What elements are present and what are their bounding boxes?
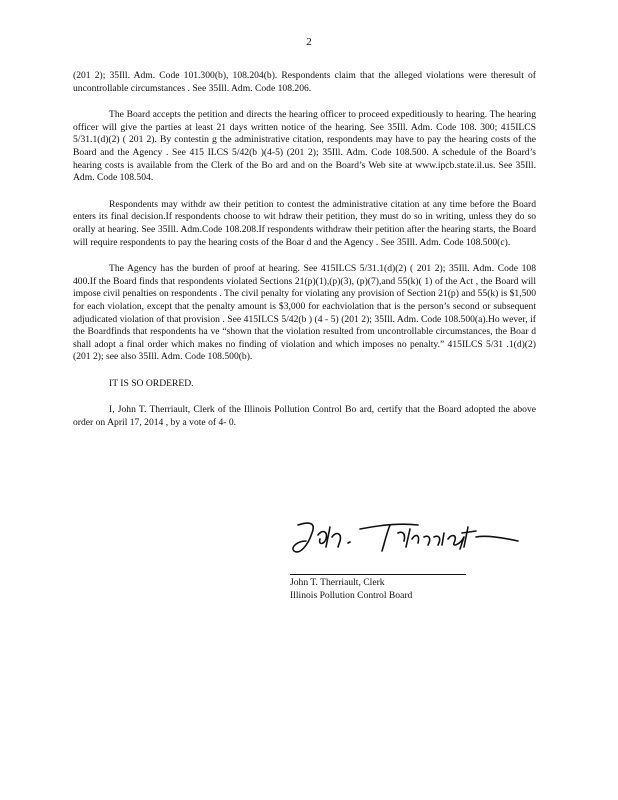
handwritten-signature	[290, 515, 530, 560]
document-body	[73, 70, 536, 444]
board-name: Illinois Pollution Control Board	[290, 589, 413, 601]
so-ordered: IT IS SO ORDERED.	[109, 377, 194, 389]
page-number: 2	[306, 36, 312, 48]
paragraph-citation-continuation: (201 2); 35Ill. Adm. Code 101.300(b), 108.204(b). Respondents claim that the alleged violations were theresult of uncontrollable circumstances . See 35Ill. Adm. Code 108.206.	[73, 70, 536, 94]
signature-block	[290, 577, 412, 602]
paragraph-hearing: The Board accepts the petition and directs the hearing officer to proceed expeditiously to hearing. The hearing officer will give the parties at least 21 days written notice of the hearing. See 35Ill. Adm. Code 108. 300; 415ILCS 5/31.1(d)(2) ( 201 2). By contestin g the administrative citation, respondents may have to pay the hearing costs of the Board and the Agency . See 415 ILCS 5/42(b )(4-5) (201 2); 35Ill. Adm. Code 108.500. A schedule of the Board’s hearing costs is available from the Clerk of the Bo ard and on the Board’s Web site at www.ipcb.state.il.us. See 35Ill. Adm. Code 108.504.	[73, 109, 536, 184]
clerk-certification: I, John T. Therriault, Clerk of the Illinois Pollution Control Bo ard, certify that the Board adopted the above order on April 17, 2014 , by a vote of 4- 0.	[73, 404, 536, 429]
clerk-name: John T. Therriault, Clerk	[290, 577, 385, 588]
paragraph-withdraw: Respondents may withdr aw their petition to contest the administrative citation at any time before the Board enters its final decision.If respondents choose to wit hdraw their petition, they must do so in writing, unless they do so orally at hearing. See 35Ill. Adm.Code 108.208.If respondents withdraw their petition after the hearing starts, the Board will require respondents to pay the hearing costs of the Boar d and the Agency . See 35Ill. Adm. Code 108.500(c).	[73, 198, 536, 248]
paragraph-burden-of-proof: The Agency has the burden of proof at hearing. See 415ILCS 5/31.1(d)(2) ( 201 2); 35Ill. Adm. Code 108 400.If the Board finds that respondents violated Sections 21(p)(1),(p)(3), (p)(7),and 55(k)( 1) of the Act , the Board will impose civil penalties on respondents . The civil penalty for violating any provision of Section 21(p) and 55(k) is $1,500 for each violation, except that the penalty amount is $3,000 for eachviolation that is the person’s second or subsequent adjudicated violation of that provision . See 415ILCS 5/42(b ) (4 - 5) (201 2); 35Ill. Adm. Code 108.500(a).Ho wever, if the Boardfinds that respondents ha ve “shown that the violation resulted from uncontrollable circumstances, the Boar d shall adopt a final order which makes no finding of violation and which imposes no penalty.” 415ILCS 5/31 .1(d)(2) (201 2); see also 35Ill. Adm. Code 108.500(b).	[73, 263, 536, 363]
signature-line	[290, 574, 466, 575]
